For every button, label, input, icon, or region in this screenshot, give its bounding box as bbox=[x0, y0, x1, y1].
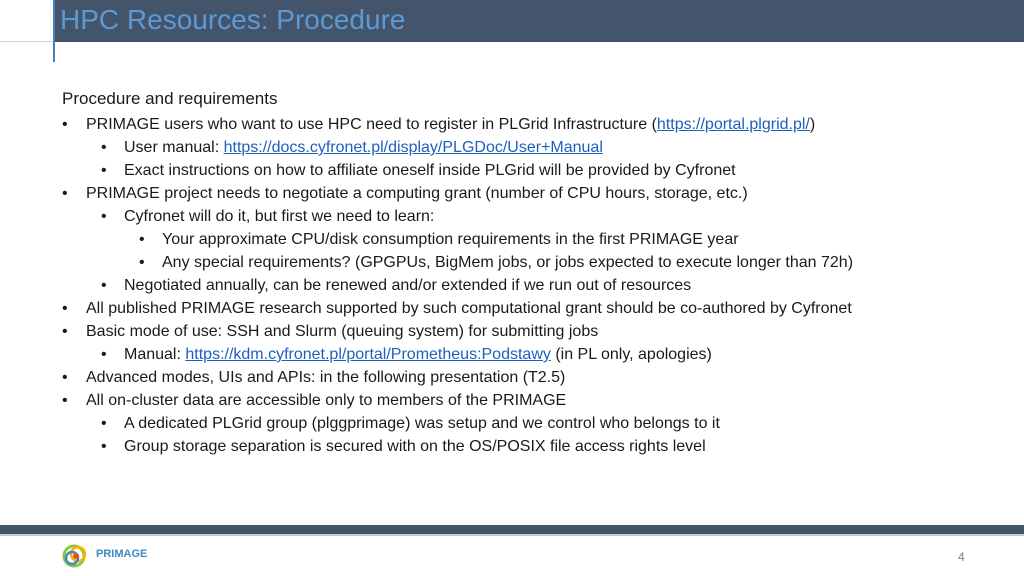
header-left-block bbox=[0, 0, 54, 42]
bullet-text: Exact instructions on how to affiliate oneself inside PLGrid will be provided by Cyfronet bbox=[124, 162, 736, 179]
bullet-item bbox=[62, 435, 1002, 458]
section-heading: Procedure and requirements bbox=[62, 89, 278, 108]
bullet-text: Negotiated annually, can be renewed and/or extended if we run out of resources bbox=[124, 277, 692, 294]
bullet-item bbox=[62, 251, 1002, 274]
bullet-text: PRIMAGE project needs to negotiate a computing grant (number of CPU hours, storage, etc.) bbox=[86, 185, 748, 202]
bullet-text-after: ) bbox=[809, 116, 816, 133]
bullet-item bbox=[62, 343, 1002, 366]
bullet-item bbox=[62, 113, 1002, 136]
bullet-text: PRIMAGE users who want to use HPC need to register in PLGrid Infrastructure ( bbox=[86, 116, 657, 133]
bullet-item bbox=[62, 389, 1002, 412]
header-divider bbox=[0, 41, 54, 42]
footer-bar bbox=[0, 525, 1024, 534]
page-number: 4 bbox=[958, 550, 965, 564]
bullet-text-after: (in PL only, apologies) bbox=[550, 346, 712, 363]
bullet-link[interactable]: https://portal.plgrid.pl/ bbox=[656, 116, 810, 133]
bullet-list bbox=[62, 113, 1002, 458]
bullet-text: Any special requirements? (GPGPUs, BigMem jobs, or jobs expected to execute longer than 72h) bbox=[162, 254, 854, 271]
bullet-link[interactable]: https://kdm.cyfronet.pl/portal/Prometheus:Podstawy bbox=[185, 346, 551, 363]
bullet-text: Advanced modes, UIs and APIs: in the following presentation (T2.5) bbox=[86, 369, 566, 386]
slide-content bbox=[62, 87, 1002, 458]
bullet-text: Basic mode of use: SSH and Slurm (queuing system) for submitting jobs bbox=[86, 323, 599, 340]
bullet-text: A dedicated PLGrid group (plggprimage) was setup and we control who belongs to it bbox=[124, 415, 720, 432]
footer-line bbox=[0, 534, 1024, 536]
bullet-item bbox=[62, 228, 1002, 251]
bullet-item bbox=[62, 412, 1002, 435]
slide-title: HPC Resources: Procedure bbox=[60, 4, 406, 35]
logo-text: PRIMAGE bbox=[96, 548, 148, 560]
bullet-text: Your approximate CPU/disk consumption requirements in the first PRIMAGE year bbox=[162, 231, 739, 248]
title-accent-line bbox=[53, 0, 55, 62]
bullet-item bbox=[62, 205, 1002, 228]
bullet-item bbox=[62, 159, 1002, 182]
bullet-item bbox=[62, 297, 1002, 320]
bullet-text: All published PRIMAGE research supported by such computational grant should be co-authored by Cyfronet bbox=[86, 300, 852, 317]
bullet-text: Group storage separation is secured with on the OS/POSIX file access rights level bbox=[124, 438, 706, 455]
bullet-item bbox=[62, 320, 1002, 343]
bullet-item bbox=[62, 182, 1002, 205]
bullet-item bbox=[62, 274, 1002, 297]
bullet-text: User manual: bbox=[124, 139, 224, 156]
bullet-item bbox=[62, 366, 1002, 389]
bullet-link[interactable]: https://docs.cyfronet.pl/display/PLGDoc/User+Manual bbox=[223, 139, 603, 156]
bullet-item bbox=[62, 136, 1002, 159]
bullet-text: Manual: bbox=[124, 346, 186, 363]
bullet-text: All on-cluster data are accessible only to members of the PRIMAGE bbox=[86, 392, 567, 409]
bullet-text: Cyfronet will do it, but first we need to learn: bbox=[124, 208, 435, 225]
